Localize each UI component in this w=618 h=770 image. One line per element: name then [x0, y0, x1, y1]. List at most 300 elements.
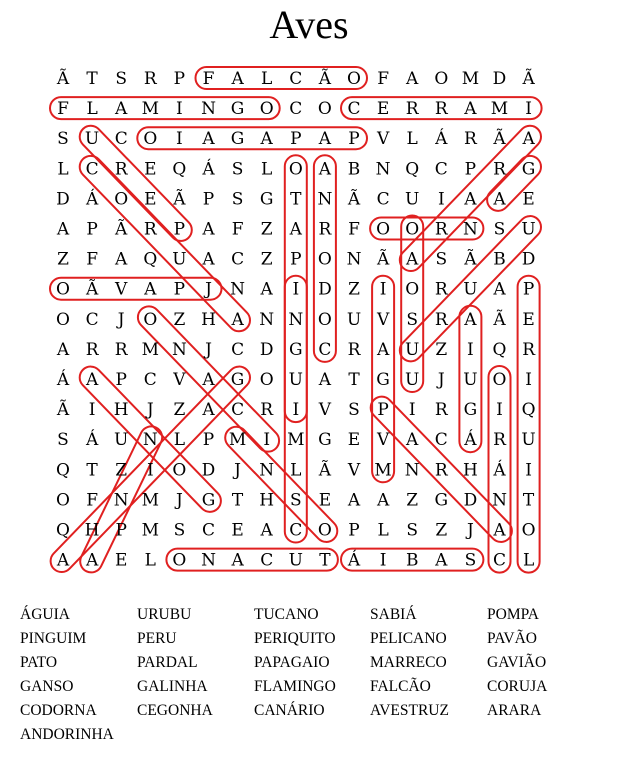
grid-letter[interactable]: A: [115, 99, 128, 120]
grid-letter[interactable]: S: [289, 490, 302, 511]
grid-letter[interactable]: Ã: [493, 129, 506, 150]
grid-letter[interactable]: O: [56, 490, 70, 511]
grid-letter[interactable]: T: [348, 370, 360, 390]
grid-letter[interactable]: P: [202, 430, 215, 451]
grid-letter[interactable]: Z: [260, 219, 273, 240]
grid-letter[interactable]: C: [231, 339, 245, 360]
grid-letter[interactable]: A: [406, 430, 419, 451]
grid-letter[interactable]: U: [288, 370, 303, 390]
grid-letter[interactable]: R: [522, 339, 536, 360]
grid-letter[interactable]: A: [202, 370, 215, 390]
word-list-item: PERU: [137, 630, 177, 647]
grid-letter[interactable]: N: [201, 99, 216, 120]
grid-letter[interactable]: T: [86, 69, 98, 89]
grid-letter[interactable]: G: [318, 430, 332, 451]
grid-letter[interactable]: S: [406, 520, 419, 541]
grid-letter[interactable]: Ã: [173, 189, 186, 210]
word-list-item: ÁGUIA: [20, 606, 70, 623]
grid-letter[interactable]: V: [347, 460, 361, 481]
grid-letter[interactable]: M: [461, 69, 480, 89]
grid-letter[interactable]: N: [346, 249, 362, 270]
grid-letter[interactable]: Z: [406, 490, 419, 511]
grid-letter[interactable]: L: [261, 69, 273, 89]
word-list-item: MARRECO: [370, 654, 447, 671]
grid-letter[interactable]: S: [464, 550, 477, 571]
grid-letter[interactable]: H: [259, 490, 275, 511]
grid-letter[interactable]: A: [202, 129, 215, 150]
grid-letter[interactable]: H: [201, 309, 216, 330]
grid-letter[interactable]: O: [172, 460, 187, 481]
grid-letter[interactable]: I: [525, 460, 532, 481]
grid-letter[interactable]: T: [522, 490, 535, 511]
grid-letter[interactable]: M: [490, 99, 509, 120]
grid-letter[interactable]: F: [86, 490, 98, 511]
grid-letter[interactable]: J: [205, 339, 212, 360]
grid-letter[interactable]: L: [377, 520, 389, 541]
grid-letter[interactable]: A: [406, 69, 419, 89]
grid-letter[interactable]: A: [464, 99, 477, 120]
grid-letter[interactable]: N: [113, 490, 129, 511]
grid-letter[interactable]: A: [318, 129, 332, 150]
grid-letter[interactable]: A: [56, 219, 70, 240]
grid-letter[interactable]: U: [288, 550, 303, 571]
grid-letter[interactable]: Ã: [56, 400, 70, 421]
grid-letter[interactable]: Q: [492, 339, 507, 360]
grid-letter[interactable]: C: [201, 520, 216, 541]
grid-letter[interactable]: F: [348, 219, 360, 240]
grid-letter[interactable]: O: [405, 279, 420, 300]
grid-letter[interactable]: O: [376, 219, 391, 240]
grid-letter[interactable]: U: [405, 370, 420, 390]
grid-letter[interactable]: N: [230, 279, 246, 300]
grid-letter[interactable]: Ã: [493, 309, 506, 330]
grid-letter[interactable]: A: [289, 219, 302, 240]
grid-letter[interactable]: N: [171, 339, 187, 360]
grid-letter[interactable]: T: [231, 490, 244, 511]
grid-letter[interactable]: V: [115, 279, 128, 300]
grid-letter[interactable]: Q: [405, 159, 420, 180]
grid-letter[interactable]: A: [202, 400, 215, 421]
grid-letter[interactable]: I: [146, 460, 154, 481]
grid-letter[interactable]: O: [172, 550, 187, 571]
grid-letter[interactable]: Z: [348, 279, 360, 300]
grid-letter[interactable]: R: [143, 69, 157, 89]
grid-letter[interactable]: C: [289, 69, 303, 89]
grid-letter[interactable]: C: [376, 189, 390, 210]
grid-letter[interactable]: D: [259, 339, 274, 360]
grid-letter[interactable]: G: [230, 99, 245, 120]
grid-letter[interactable]: J: [146, 400, 154, 421]
grid-letter[interactable]: H: [113, 400, 129, 421]
grid-letter[interactable]: R: [85, 339, 99, 360]
word-list-item: PAVÃO: [487, 630, 537, 647]
grid-letter[interactable]: E: [144, 159, 157, 180]
word-list-item: URUBU: [137, 606, 192, 623]
grid-letter[interactable]: L: [144, 550, 156, 571]
grid-letter[interactable]: O: [492, 370, 507, 390]
word-list-item: PAPAGAIO: [254, 654, 330, 671]
grid-letter[interactable]: Ã: [115, 219, 128, 240]
found-word-highlight: [137, 127, 367, 149]
grid-letter[interactable]: E: [376, 99, 390, 120]
grid-letter[interactable]: Ã: [56, 69, 70, 89]
grid-letter[interactable]: R: [463, 129, 477, 150]
grid-letter[interactable]: B: [347, 159, 361, 180]
grid-letter[interactable]: F: [202, 69, 215, 89]
grid-letter[interactable]: P: [464, 159, 477, 180]
grid-letter[interactable]: U: [521, 430, 536, 451]
grid-letter[interactable]: J: [205, 279, 212, 300]
grid-letter[interactable]: I: [496, 400, 503, 421]
grid-letter[interactable]: S: [231, 189, 244, 210]
grid-letter[interactable]: Á: [85, 430, 99, 451]
grid-letter[interactable]: A: [231, 69, 244, 89]
grid-letter[interactable]: U: [463, 279, 478, 300]
grid-letter[interactable]: C: [114, 129, 128, 150]
grid-letter[interactable]: J: [117, 309, 125, 330]
grid-letter[interactable]: I: [292, 279, 300, 300]
grid-letter[interactable]: S: [493, 219, 506, 240]
grid-letter[interactable]: R: [434, 460, 448, 481]
grid-letter[interactable]: N: [201, 550, 216, 571]
grid-letter[interactable]: L: [86, 99, 98, 120]
grid-letter[interactable]: M: [228, 430, 247, 451]
grid-letter[interactable]: L: [290, 460, 302, 481]
grid-letter[interactable]: N: [259, 460, 275, 481]
grid-letter[interactable]: R: [434, 219, 448, 240]
grid-letter[interactable]: N: [462, 219, 478, 240]
grid-letter[interactable]: Ã: [376, 249, 390, 270]
grid-letter[interactable]: N: [142, 430, 158, 451]
grid-letter[interactable]: O: [317, 309, 332, 330]
grid-letter[interactable]: Á: [202, 159, 215, 180]
grid-letter[interactable]: V: [376, 309, 390, 330]
grid-letter[interactable]: O: [259, 370, 274, 390]
grid-letter[interactable]: T: [319, 550, 331, 571]
grid-letter[interactable]: A: [56, 550, 70, 571]
grid-letter[interactable]: A: [435, 550, 448, 571]
grid-letter[interactable]: Á: [85, 189, 99, 210]
grid-letter[interactable]: D: [492, 69, 507, 89]
grid-letter[interactable]: P: [522, 279, 535, 300]
grid-letter[interactable]: A: [115, 249, 128, 270]
grid-letter[interactable]: R: [260, 400, 274, 421]
grid-letter[interactable]: I: [525, 99, 532, 120]
grid-letter[interactable]: Z: [115, 460, 128, 481]
grid-letter[interactable]: R: [493, 430, 506, 451]
grid-letter[interactable]: A: [493, 520, 506, 541]
grid-letter[interactable]: U: [463, 370, 478, 390]
grid-letter[interactable]: Z: [57, 249, 69, 270]
grid-letter[interactable]: C: [143, 370, 157, 390]
grid-letter[interactable]: C: [85, 159, 99, 180]
grid-letter[interactable]: Á: [464, 430, 477, 451]
grid-letter[interactable]: C: [231, 400, 245, 421]
grid-letter[interactable]: A: [260, 129, 273, 150]
grid-letter[interactable]: A: [202, 249, 215, 270]
grid-letter[interactable]: S: [435, 249, 448, 270]
grid-letter[interactable]: P: [348, 520, 360, 541]
grid-letter[interactable]: Z: [173, 400, 186, 421]
grid-letter[interactable]: U: [114, 430, 129, 451]
grid-letter[interactable]: Á: [435, 129, 448, 150]
grid-letter[interactable]: C: [434, 159, 448, 180]
grid-letter[interactable]: A: [406, 249, 419, 270]
grid-letter[interactable]: F: [377, 69, 389, 89]
grid-letter[interactable]: Z: [260, 249, 273, 270]
grid-letter[interactable]: F: [231, 219, 244, 240]
grid-letter[interactable]: M: [141, 520, 160, 541]
grid-letter[interactable]: N: [375, 159, 391, 180]
grid-letter[interactable]: C: [260, 550, 274, 571]
grid-letter[interactable]: E: [114, 550, 128, 571]
grid-letter[interactable]: Z: [435, 339, 448, 360]
grid-letter[interactable]: N: [317, 189, 333, 210]
grid-letter[interactable]: L: [406, 129, 418, 150]
grid-letter[interactable]: I: [467, 339, 474, 360]
grid-letter[interactable]: M: [141, 339, 160, 360]
grid-letter[interactable]: A: [347, 490, 361, 511]
grid-letter[interactable]: E: [522, 189, 535, 210]
grid-letter[interactable]: R: [434, 279, 448, 300]
grid-letter[interactable]: S: [57, 430, 69, 451]
grid-letter[interactable]: V: [318, 400, 332, 421]
grid-letter[interactable]: E: [318, 490, 332, 511]
grid-letter[interactable]: A: [318, 370, 332, 390]
grid-letter[interactable]: Q: [56, 460, 70, 481]
grid-letter[interactable]: S: [115, 69, 128, 89]
grid-letter[interactable]: O: [288, 159, 303, 180]
grid-letter[interactable]: P: [173, 69, 186, 89]
grid-letter[interactable]: O: [143, 309, 158, 330]
grid-letter[interactable]: Q: [172, 159, 187, 180]
grid-letter[interactable]: E: [144, 189, 157, 210]
grid-letter[interactable]: G: [434, 490, 449, 511]
grid-letter[interactable]: B: [405, 550, 419, 571]
word-list-item: AVESTRUZ: [370, 702, 449, 719]
grid-letter[interactable]: Ã: [318, 69, 332, 89]
grid-letter[interactable]: S: [231, 159, 244, 180]
grid-letter[interactable]: Ã: [522, 69, 535, 89]
grid-letter[interactable]: O: [347, 69, 361, 89]
word-list-item: SABIÁ: [370, 606, 417, 623]
grid-letter[interactable]: G: [230, 370, 245, 390]
grid-letter[interactable]: A: [231, 309, 244, 330]
grid-letter[interactable]: J: [175, 490, 183, 511]
grid-letter[interactable]: C: [85, 309, 99, 330]
grid-letter[interactable]: R: [318, 219, 332, 240]
grid-letter[interactable]: Ã: [85, 279, 99, 300]
grid-letter[interactable]: G: [230, 129, 245, 150]
grid-letter[interactable]: O: [143, 129, 158, 150]
grid-letter[interactable]: P: [202, 189, 215, 210]
grid-letter[interactable]: Z: [435, 520, 448, 541]
grid-letter[interactable]: P: [377, 400, 389, 421]
grid-letter[interactable]: Ã: [464, 249, 477, 270]
grid-letter[interactable]: P: [173, 219, 186, 240]
grid-letter[interactable]: R: [434, 400, 448, 421]
grid-letter[interactable]: D: [201, 460, 216, 481]
grid-letter[interactable]: I: [176, 99, 183, 120]
grid-letter[interactable]: J: [234, 460, 242, 481]
grid-letter[interactable]: O: [259, 99, 274, 120]
grid-letter[interactable]: Ã: [318, 460, 332, 481]
grid-letter[interactable]: B: [493, 249, 506, 270]
grid-letter[interactable]: D: [318, 279, 332, 300]
grid-letter[interactable]: V: [376, 430, 390, 451]
grid-letter[interactable]: C: [289, 520, 303, 541]
grid-letter[interactable]: J: [466, 520, 474, 541]
grid-letter[interactable]: P: [115, 370, 127, 390]
grid-letter[interactable]: I: [88, 400, 96, 421]
grid-letter[interactable]: P: [115, 520, 127, 541]
grid-letter[interactable]: P: [290, 129, 302, 150]
grid-letter[interactable]: R: [114, 339, 128, 360]
grid-letter[interactable]: E: [231, 520, 244, 541]
grid-letter[interactable]: C: [347, 99, 361, 120]
grid-letter[interactable]: Á: [493, 460, 506, 481]
grid-letter[interactable]: N: [404, 460, 420, 481]
grid-letter[interactable]: U: [521, 219, 536, 240]
grid-letter[interactable]: O: [317, 249, 332, 270]
grid-letter[interactable]: R: [405, 99, 419, 120]
grid-letter[interactable]: N: [288, 309, 304, 330]
grid-letter[interactable]: Q: [143, 249, 158, 270]
grid-letter[interactable]: P: [348, 129, 360, 150]
grid-letter[interactable]: Á: [56, 370, 70, 390]
grid-letter[interactable]: C: [289, 99, 303, 120]
grid-letter[interactable]: T: [86, 460, 98, 481]
grid-letter[interactable]: O: [114, 189, 129, 210]
grid-letter[interactable]: D: [56, 189, 70, 210]
grid-letter[interactable]: O: [317, 520, 332, 541]
grid-letter[interactable]: I: [408, 400, 416, 421]
grid-letter[interactable]: Ã: [347, 189, 361, 210]
grid-letter[interactable]: I: [525, 370, 532, 390]
grid-letter[interactable]: S: [348, 400, 360, 421]
grid-letter[interactable]: A: [144, 279, 157, 300]
grid-letter[interactable]: I: [379, 279, 387, 300]
grid-letter[interactable]: R: [143, 219, 157, 240]
grid-letter[interactable]: G: [376, 370, 390, 390]
grid-letter[interactable]: C: [434, 430, 448, 451]
grid-letter[interactable]: H: [462, 460, 478, 481]
grid-letter[interactable]: O: [317, 99, 332, 120]
grid-letter[interactable]: E: [522, 309, 535, 330]
grid-letter[interactable]: L: [522, 550, 535, 571]
word-list-item: FALCÃO: [370, 678, 431, 695]
grid-letter[interactable]: J: [437, 370, 445, 390]
grid-letter[interactable]: U: [346, 309, 362, 330]
grid-letter[interactable]: C: [492, 550, 507, 571]
grid-letter[interactable]: L: [173, 430, 186, 451]
grid-letter[interactable]: F: [57, 99, 69, 120]
grid-letter[interactable]: L: [57, 159, 69, 180]
grid-letter[interactable]: I: [176, 129, 183, 150]
grid-letter[interactable]: R: [434, 309, 448, 330]
grid-letter[interactable]: A: [85, 370, 99, 390]
grid-letter[interactable]: C: [318, 339, 332, 360]
grid-letter[interactable]: D: [463, 490, 478, 511]
grid-letter[interactable]: M: [141, 490, 160, 511]
grid-letter[interactable]: A: [493, 189, 506, 210]
grid-letter[interactable]: U: [405, 189, 420, 210]
grid-letter[interactable]: I: [379, 550, 387, 571]
grid-letter[interactable]: O: [434, 69, 449, 89]
grid-letter[interactable]: Z: [173, 309, 186, 330]
grid-letter[interactable]: N: [492, 490, 507, 511]
grid-letter[interactable]: A: [522, 129, 535, 150]
grid-letter[interactable]: T: [290, 189, 302, 210]
grid-letter[interactable]: A: [318, 159, 332, 180]
grid-letter[interactable]: P: [173, 279, 186, 300]
grid-letter[interactable]: V: [173, 370, 186, 390]
grid-letter[interactable]: Q: [56, 520, 70, 541]
grid-letter[interactable]: A: [376, 490, 390, 511]
grid-letter[interactable]: P: [290, 249, 302, 270]
grid-letter[interactable]: G: [463, 400, 478, 421]
grid-letter[interactable]: G: [521, 159, 536, 180]
grid-letter[interactable]: A: [376, 339, 390, 360]
grid-letter[interactable]: G: [201, 490, 216, 511]
grid-letter[interactable]: E: [347, 430, 361, 451]
grid-letter[interactable]: A: [260, 520, 273, 541]
grid-letter[interactable]: G: [259, 189, 274, 210]
grid-letter[interactable]: M: [141, 99, 160, 120]
grid-letter[interactable]: Q: [521, 400, 536, 421]
grid-letter[interactable]: O: [56, 279, 70, 300]
grid-letter[interactable]: U: [405, 339, 420, 360]
grid-letter[interactable]: S: [57, 129, 69, 150]
grid-letter[interactable]: A: [56, 339, 70, 360]
grid-letter[interactable]: O: [521, 520, 536, 541]
grid-letter[interactable]: P: [86, 219, 98, 240]
grid-letter[interactable]: O: [405, 219, 420, 240]
grid-letter[interactable]: I: [292, 400, 300, 421]
grid-letter[interactable]: A: [202, 219, 215, 240]
grid-letter[interactable]: F: [86, 249, 98, 270]
grid-letter[interactable]: C: [231, 249, 245, 270]
grid-letter[interactable]: R: [114, 159, 128, 180]
word-list-item: PARDAL: [137, 654, 198, 671]
grid-letter[interactable]: V: [376, 129, 390, 150]
grid-letter[interactable]: U: [172, 249, 187, 270]
grid-letter[interactable]: M: [374, 460, 392, 481]
grid-letter[interactable]: R: [434, 99, 448, 120]
grid-letter[interactable]: R: [493, 159, 506, 180]
grid-letter[interactable]: A: [85, 550, 99, 571]
grid-letter[interactable]: D: [521, 249, 536, 270]
grid-letter[interactable]: A: [260, 279, 273, 300]
grid-letter[interactable]: R: [347, 339, 361, 360]
grid-letter[interactable]: A: [464, 309, 477, 330]
grid-letter[interactable]: U: [84, 129, 100, 150]
grid-letter[interactable]: S: [406, 309, 419, 330]
grid-letter[interactable]: L: [261, 159, 273, 180]
grid-letter[interactable]: N: [259, 309, 275, 330]
grid-letter[interactable]: I: [263, 430, 271, 451]
grid-letter[interactable]: A: [464, 189, 477, 210]
grid-letter[interactable]: M: [287, 430, 305, 451]
grid-letter[interactable]: S: [173, 520, 186, 541]
grid-letter[interactable]: H: [84, 520, 100, 541]
grid-letter[interactable]: I: [437, 189, 445, 210]
grid-letter[interactable]: Á: [347, 550, 361, 571]
grid-letter[interactable]: O: [56, 309, 70, 330]
grid-letter[interactable]: G: [289, 339, 303, 360]
grid-letter[interactable]: A: [231, 550, 244, 571]
grid-letter[interactable]: A: [493, 279, 506, 300]
